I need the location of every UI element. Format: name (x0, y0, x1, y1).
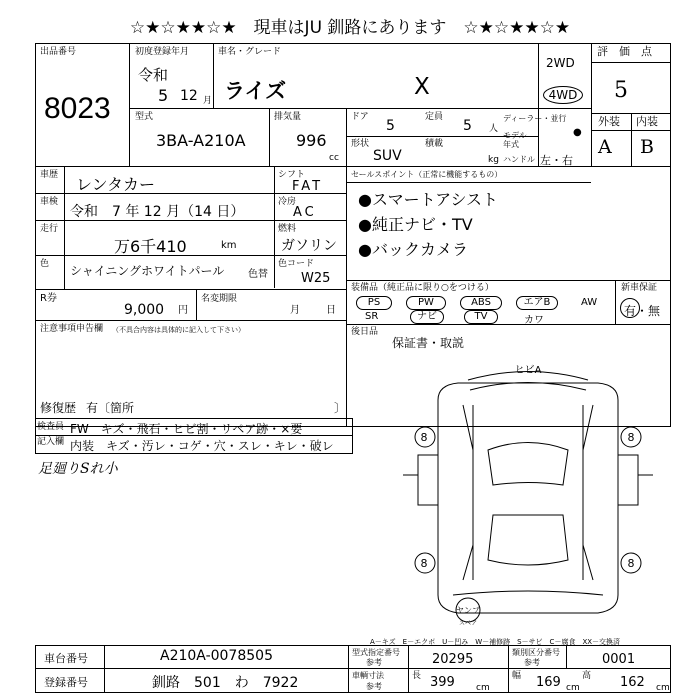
capacity-value: 5 (463, 118, 472, 134)
load-unit: kg (488, 155, 499, 165)
first-reg-era: 令和 (138, 66, 169, 84)
plate-label: 登録番号 (44, 676, 88, 689)
equip-airbag: エアB (516, 296, 558, 310)
inspector-label-1: 検査員 (37, 422, 65, 432)
dimensions-label-1: 車輌寸法 (352, 671, 384, 680)
equip-abs: ABS (460, 296, 502, 310)
dimension-height-label: 高 (582, 671, 592, 681)
equip-ps: PS (356, 296, 392, 310)
class-no-label-1: 類別区分番号 (512, 648, 560, 657)
drive-2wd: 2WD (546, 56, 575, 70)
capacity-label: 定員 (425, 112, 444, 122)
dimension-length-unit: cm (476, 683, 490, 693)
aircon-label: 冷房 (278, 197, 297, 207)
interior-label: 内装 (636, 115, 658, 128)
equip-tv: TV (464, 310, 498, 324)
dealer-dot: ● (573, 127, 582, 138)
inspector-row-2: 内装 キズ・汚レ・コゲ・穴・スレ・キレ・破レ (70, 439, 334, 453)
dimension-length-label: 長 (412, 671, 422, 681)
repair-label: 修復歴 (40, 401, 77, 415)
displacement-value: 996 (296, 131, 327, 150)
warranty-value: 有・無 (624, 304, 661, 318)
equipment-label: 装備品（純正品に限り○をつける） (351, 283, 494, 293)
fuel-value: ガソリン (281, 238, 337, 254)
equip-pw: PW (406, 296, 446, 310)
transfer-day: 日 (326, 305, 336, 316)
handle-label: ハンドル (503, 155, 535, 164)
header-banner: ☆★☆★★☆★ 現車はJU 釧路にあります ☆★☆★★☆★ (129, 18, 571, 38)
history-value: レンタカー (76, 175, 155, 194)
tire-rear-right: 8 (627, 557, 635, 570)
dimensions-label-2: 参考 (366, 682, 382, 691)
exterior-label: 外装 (598, 115, 620, 128)
diagram-top-note: ヒビA (514, 365, 542, 376)
capacity-unit: 人 (489, 124, 499, 134)
sales-point-2: ●純正ナビ・TV (358, 215, 473, 234)
color-code-label: 色コード (278, 259, 315, 269)
load-label: 積載 (425, 139, 444, 149)
displacement-label: 排気量 (274, 112, 302, 122)
dimension-height: 162 (620, 675, 645, 690)
drive-4wd: 4WD (543, 86, 583, 104)
warranty-circle (620, 298, 640, 318)
diagram-legend: A－キズ E－エクボ U－凹み W－補修跡 S－サビ C－腐食 XX－交換済 (370, 638, 621, 646)
history-label: 車歴 (40, 170, 59, 180)
car-name: ライズ (224, 79, 287, 103)
class-no-label-2: 参考 (524, 658, 540, 667)
dimension-length: 399 (430, 675, 455, 690)
recycle-label: R券 (40, 293, 57, 304)
first-reg-month: 12 (180, 88, 198, 104)
notes-label: 注意事項申告欄 (40, 324, 104, 334)
mileage-unit: km (221, 240, 237, 251)
equip-navi: ナビ (410, 310, 444, 324)
repair-close: 〕 (334, 401, 347, 415)
car-grade: X (414, 74, 430, 100)
equip-leather: カワ (524, 315, 544, 326)
chassis-value: A210A-0078505 (160, 648, 273, 664)
first-reg-label: 初度登録年月 (135, 47, 190, 57)
shift-value: FAT (292, 179, 324, 194)
car-damage-diagram (398, 355, 658, 625)
tire-front-right: 8 (627, 431, 635, 444)
equip-aw: AW (581, 297, 598, 308)
inspector-label-2: 記入欄 (37, 437, 65, 447)
cert-no-value: 20295 (432, 652, 474, 667)
inspector-handwritten: 足廻りSれ小 (38, 461, 118, 477)
color-value: シャイニングホワイトパール (70, 264, 225, 278)
aircon-value: AC (293, 205, 317, 220)
dealer-label: ディーラー・並行 (503, 114, 567, 123)
first-reg-month-unit: 月 (203, 96, 213, 106)
displacement-unit: cc (329, 153, 339, 163)
score-value: 5 (614, 78, 628, 103)
recycle-value: 9,000 (124, 302, 165, 318)
doors-label: ドア (351, 112, 369, 122)
dimension-width-unit: cm (566, 683, 580, 693)
shape-label: 形状 (351, 139, 370, 149)
score-label: 評 価 点 (597, 45, 652, 58)
inspection-value: 令和 7 年 12 月（14 日） (70, 204, 245, 220)
equip-sr: SR (365, 311, 379, 322)
sales-point-3: ●バックカメラ (358, 240, 468, 259)
repair-value: 有〔箇所 (86, 401, 135, 415)
plate-value: 釧路 501 わ 7922 (152, 675, 299, 691)
class-no-value: 0001 (602, 652, 636, 667)
color-code-value: W25 (301, 271, 331, 286)
spare-note: ヤンプ (456, 606, 480, 615)
transfer-label: 名変期限 (201, 294, 238, 304)
mileage-value: 万6千410 (114, 237, 187, 256)
sales-point-1: ●スマートアシスト (358, 190, 499, 209)
model-value: 3BA-A210A (156, 131, 246, 150)
tire-front-left: 8 (420, 431, 428, 444)
inspector-row-1: FW キズ・飛石・ヒビ割・リペア跡・×要 (70, 422, 303, 436)
later-docs-value: 保証書・取説 (392, 336, 465, 350)
lot-number: 8023 (44, 92, 111, 125)
fuel-label: 燃料 (278, 224, 297, 234)
shift-label: シフト (278, 170, 306, 180)
dimension-width-label: 幅 (512, 671, 522, 681)
notes-sub: （不具合内容は具体的に記入して下さい） (112, 326, 245, 334)
doors-value: 5 (386, 118, 395, 134)
car-name-label: 車名・グレード (218, 47, 282, 57)
dimension-width: 169 (536, 675, 561, 690)
inspection-label: 車検 (40, 197, 59, 207)
recycle-unit: 円 (178, 305, 188, 316)
first-reg-year: 5 (158, 86, 169, 105)
later-docs-label: 後日品 (351, 327, 379, 337)
mileage-label: 走行 (40, 224, 59, 234)
handle-value: 左・右 (540, 154, 573, 167)
shape-value: SUV (373, 148, 402, 164)
sales-points-label: セールスポイント（正常に機能するもの） (351, 170, 503, 179)
model-label: 型式 (135, 112, 154, 122)
chassis-label: 車台番号 (44, 652, 88, 665)
color-change-label: 色替 (248, 269, 268, 280)
exterior-value: A (598, 136, 612, 158)
transfer-month: 月 (290, 305, 300, 316)
lot-label: 出品番号 (40, 47, 77, 57)
spare-sub: スペア (458, 620, 478, 625)
dimension-height-unit: cm (656, 683, 670, 693)
tire-rear-left: 8 (420, 557, 428, 570)
interior-value: B (640, 136, 654, 158)
color-label: 色 (40, 259, 50, 269)
warranty-label: 新車保証 (621, 283, 658, 293)
model-year-label: モデル年式 (503, 131, 527, 149)
cert-no-label-2: 参考 (366, 658, 382, 667)
cert-no-label-1: 型式指定番号 (352, 648, 400, 657)
